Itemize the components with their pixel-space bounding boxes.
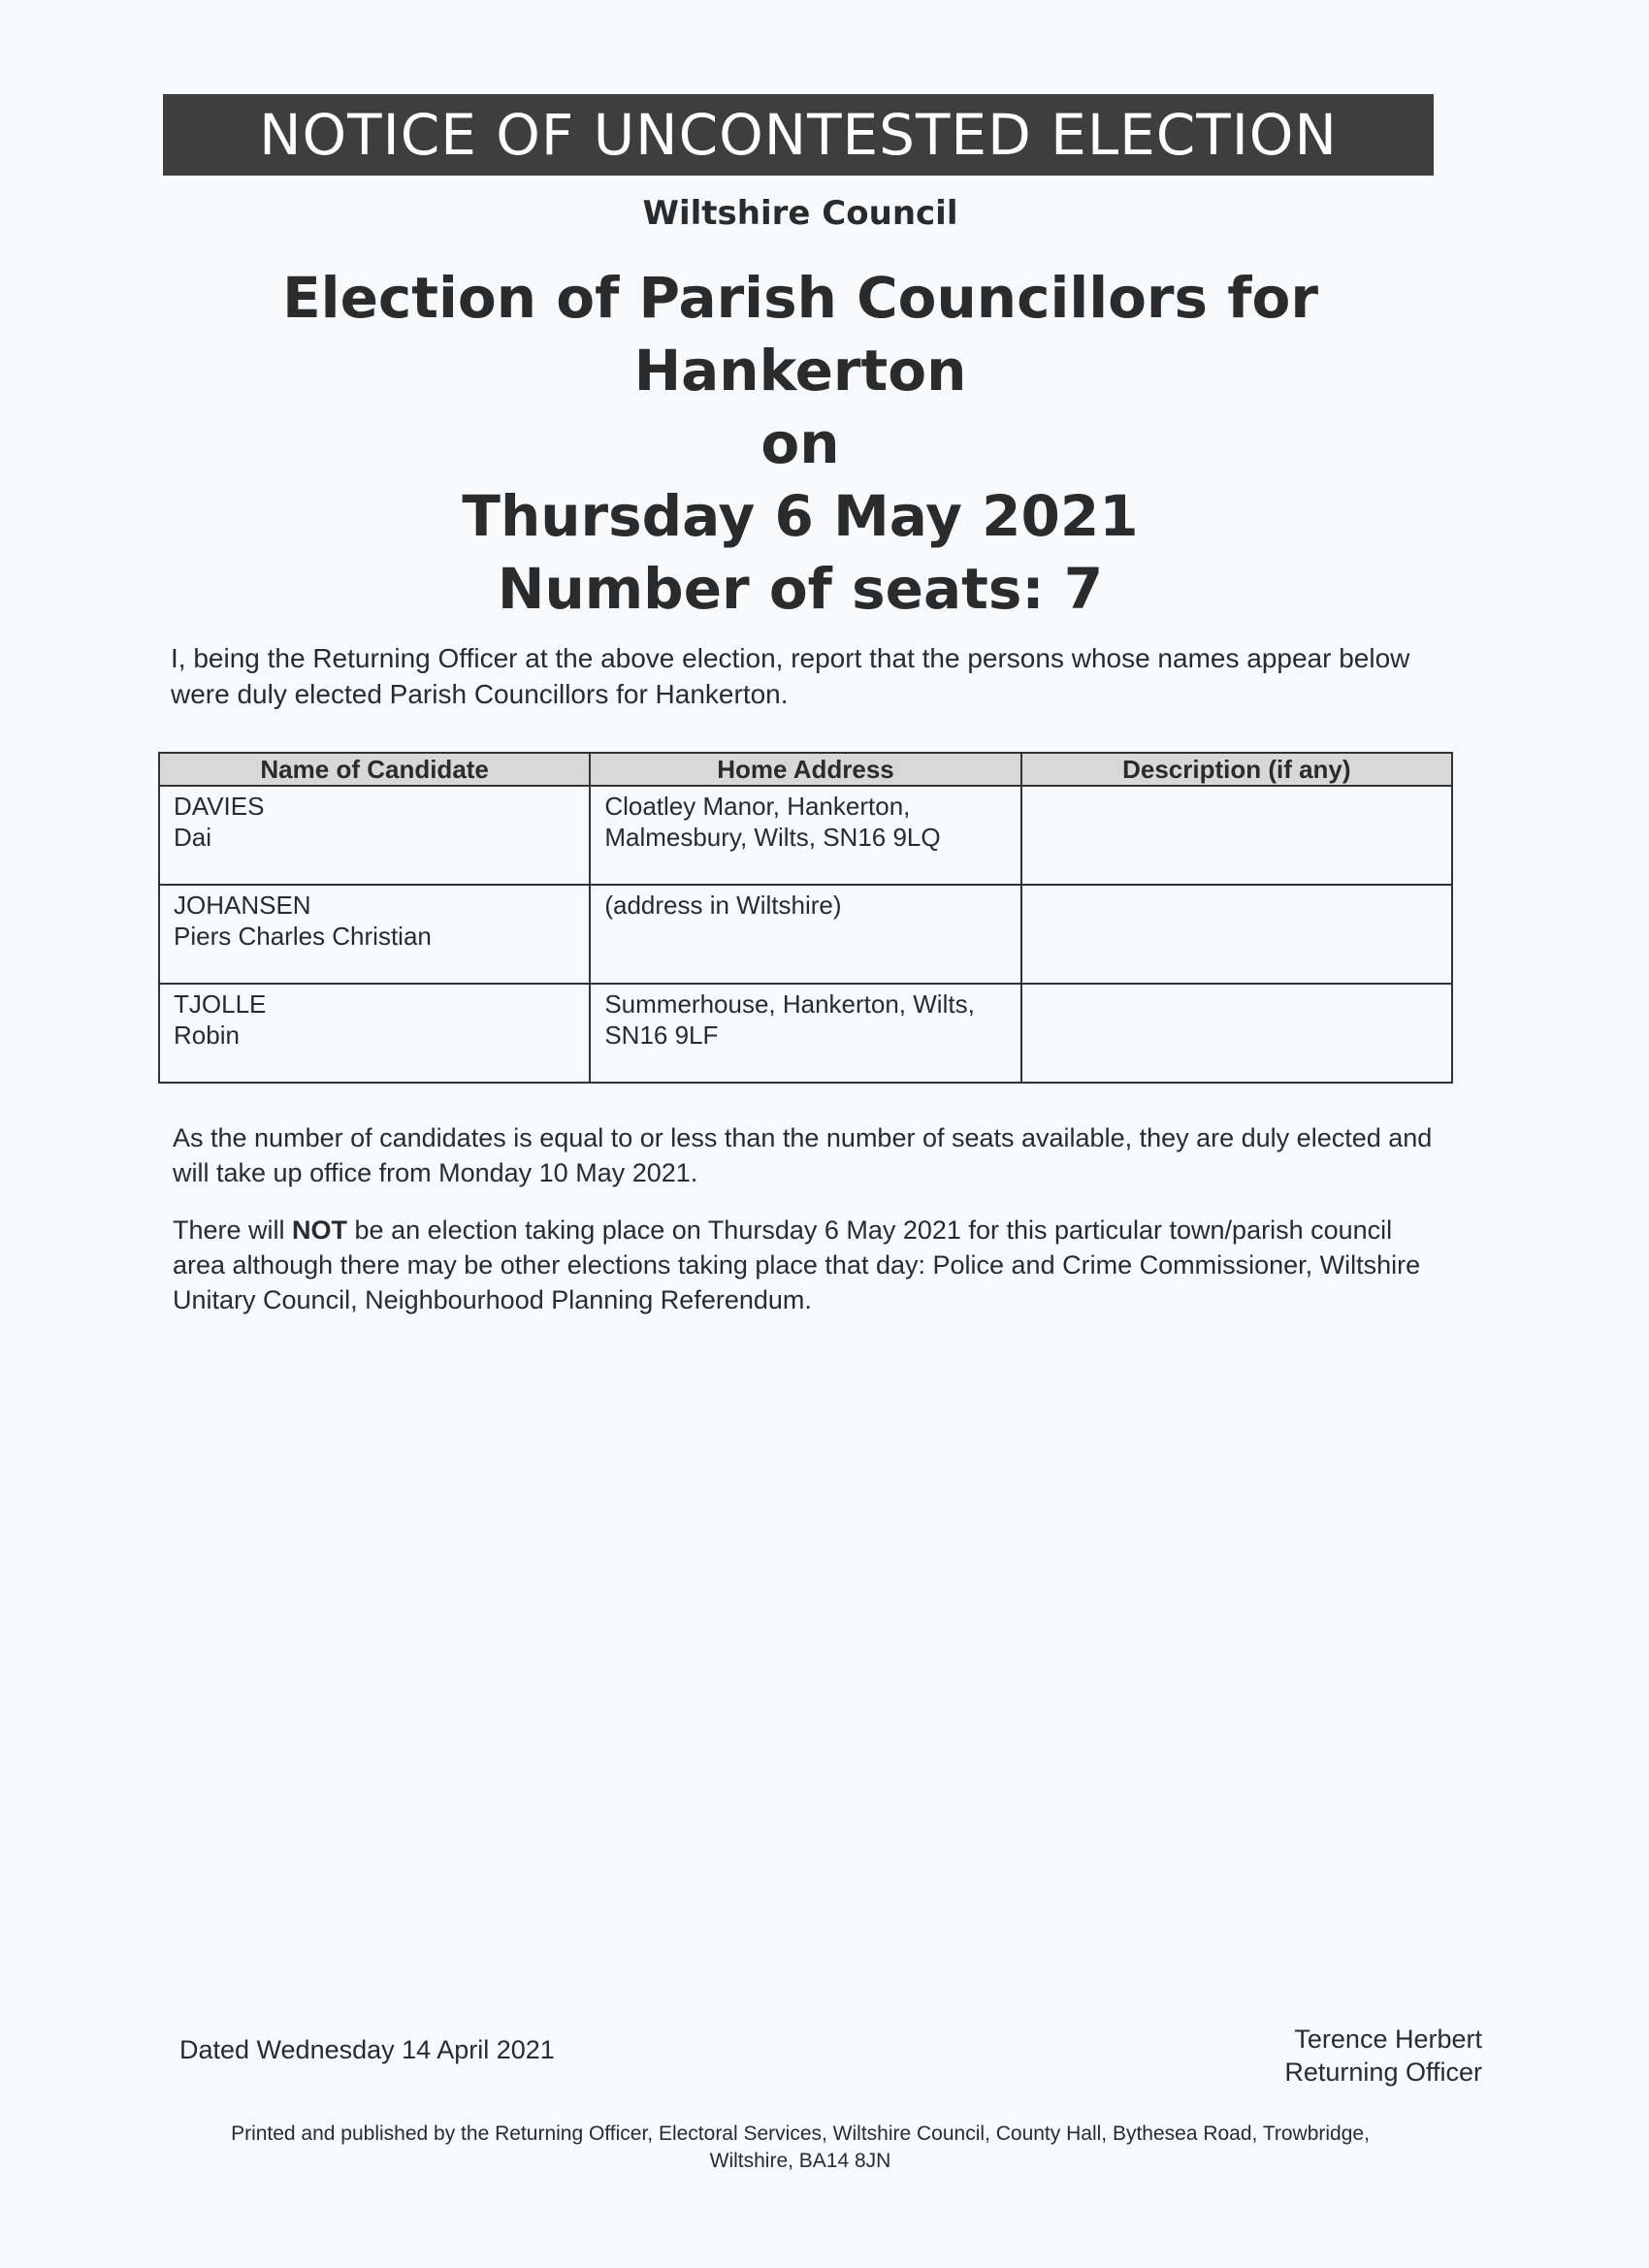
header-name: Name of Candidate [159,753,590,786]
footer-line: Printed and published by the Returning Officer, Electoral Services, Wiltshire Council, County Hall, Bythesea Road, Trowbridge, [231,2122,1370,2145]
title-line: Election of Parish Councillors for [282,265,1318,331]
table-row [159,786,1452,885]
candidate-name-cell [159,786,590,885]
imprint-footer [0,2121,1600,2175]
candidate-address-cell [590,885,1020,984]
candidate-address-cell [590,984,1020,1083]
address-line: Cloatley Manor, Hankerton, [604,792,911,821]
candidate-surname: JOHANSEN [174,891,311,920]
table-header-row [159,753,1452,786]
council-name: Wiltshire Council [642,194,958,233]
notice-banner: NOTICE OF UNCONTESTED ELECTION [163,94,1434,176]
footer-line: Wiltshire, BA14 8JN [709,2150,891,2172]
title-line: on [760,410,840,476]
title-line: Hankerton [633,338,967,404]
address-line: (address in Wiltshire) [604,891,842,920]
title-line: Thursday 6 May 2021 [462,483,1139,549]
candidate-name-cell [159,984,590,1083]
table-row [159,984,1452,1083]
address-line: SN16 9LF [604,1021,719,1050]
candidate-surname: DAVIES [174,792,265,821]
candidate-description-cell [1021,885,1452,984]
notice-date: Dated Wednesday 14 April 2021 [179,2035,555,2064]
header-description: Description (if any) [1021,753,1452,786]
candidate-description-cell [1021,786,1452,885]
candidate-forenames: Piers Charles Christian [174,922,432,951]
candidate-name-cell [159,885,590,984]
table-row [159,885,1452,984]
candidates-table [158,752,1453,1084]
candidate-forenames: Robin [174,1021,240,1050]
election-title [0,262,1600,626]
signatory-name: Terence Herbert [1294,2025,1482,2054]
signatory-block [1284,2023,1482,2089]
candidate-surname: TJOLLE [174,989,267,1019]
candidate-description-cell [1021,984,1452,1083]
elected-paragraph: As the number of candidates is equal to or less than the number of seats available, they are duly elected and will take up office from Monday 10 May 2021. [173,1123,1433,1187]
intro-paragraph: I, being the Returning Officer at the above election, report that the persons whose names appear below were duly elected Parish Councillors for Hankerton. [171,643,1410,709]
address-line: Summerhouse, Hankerton, Wilts, [604,989,975,1019]
address-line: Malmesbury, Wilts, SN16 9LQ [604,823,941,852]
no-election-emphasis: NOT [292,1215,348,1245]
header-address: Home Address [590,753,1020,786]
candidate-forenames: Dai [174,823,212,852]
candidate-address-cell [590,786,1020,885]
signatory-role: Returning Officer [1284,2057,1482,2087]
no-election-text-start: There will [173,1215,293,1245]
no-election-text-end: be an election taking place on Thursday 6 May 2021 for this particular town/parish council area although there may be other elections taking place that day: Police and Crime Commissioner, Wiltshire Unitary Council, Neighbourhood Planning Referendum. [173,1215,1421,1314]
no-election-paragraph [173,1213,1434,1317]
title-line: Number of seats: 7 [497,556,1104,622]
